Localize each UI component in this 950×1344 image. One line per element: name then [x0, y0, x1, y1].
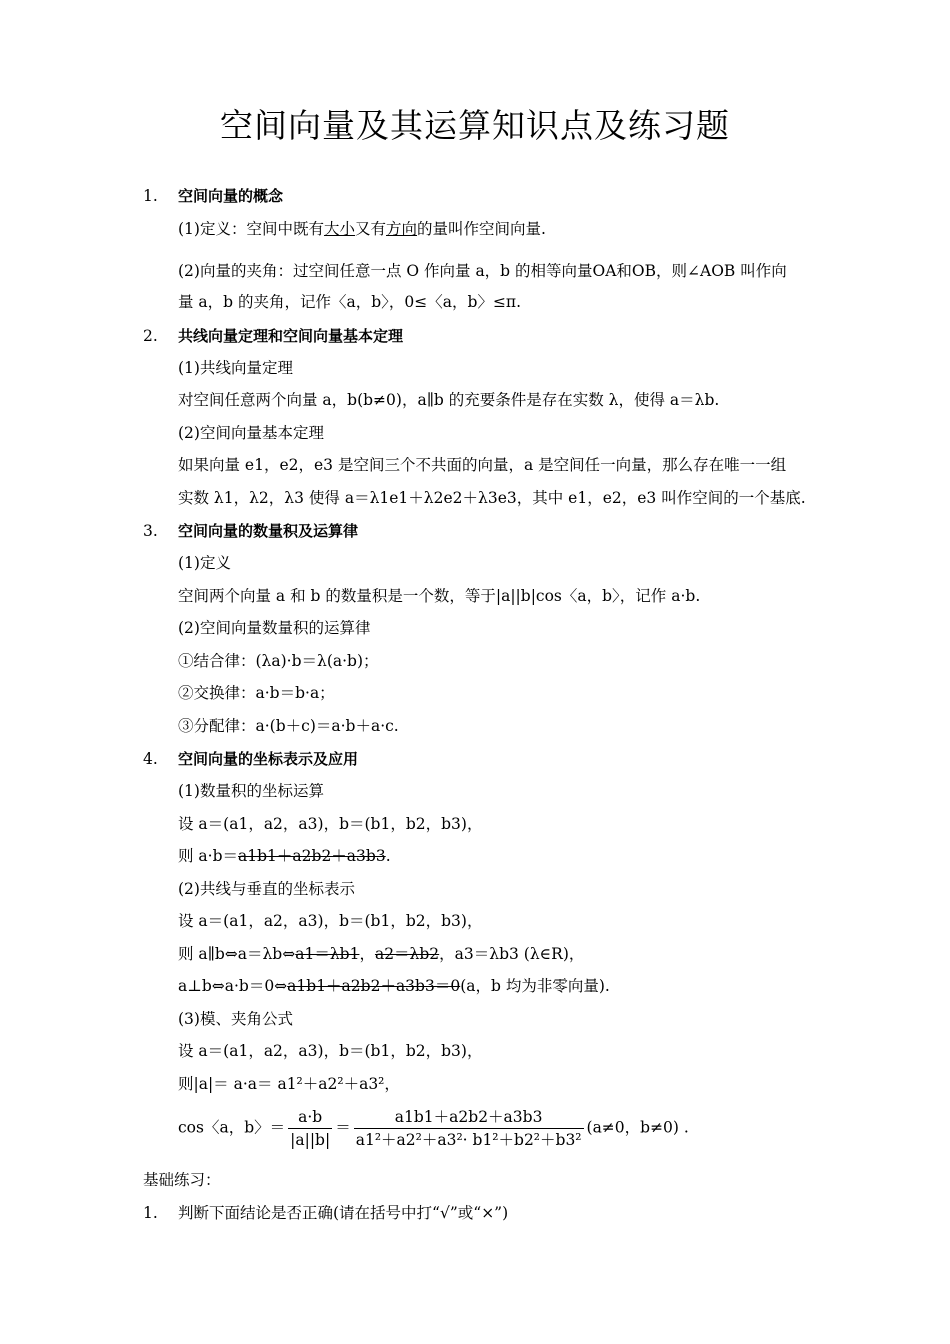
- text-line: 如果向量 e1，e2，e3 是空间三个不共面的向量，a 是空间任一向量，那么存在唯一一组: [178, 456, 787, 474]
- fraction: $\frac{a\cdot b}{|a||b|}$: [290, 1108, 331, 1149]
- angle-line-2: 量 a，b 的夹角，记作〈a，b〉，0≤〈a，b〉≤π.: [178, 293, 522, 311]
- subheading: (1)共线向量定理: [178, 359, 293, 377]
- text-line: 实数 λ1，λ2，λ3 使得 a＝λ1e1＋λ2e2＋λ3e3，其中 e1，e2，e3 叫作空间的一个基底.: [178, 489, 806, 507]
- parallel-line: 则 a∥b⇔a＝λb⇔a1＝λb1，a2＝λb2，a3＝λb3 (λ∈R)，: [178, 945, 585, 963]
- subheading: (2)空间向量数量积的运算律: [178, 619, 371, 637]
- practice-heading: 基础练习：: [143, 1171, 221, 1189]
- section-heading: 空间向量的坐标表示及应用: [178, 750, 359, 768]
- subheading: (1)定义: [178, 554, 231, 572]
- fraction: $\frac{a1b1+a2b2+a3b3}{\text{a1²＋a2²＋a3²· b1²＋b2²＋b3²}}$: [355, 1108, 582, 1149]
- law-line: ②交换律：a·b＝b·a；: [178, 684, 335, 702]
- modulus-line: 则|a|＝ a·a＝ a1²＋a2²＋a3²，: [178, 1075, 400, 1093]
- section-number: 3.: [143, 522, 158, 540]
- section-heading: 空间向量的概念: [178, 187, 284, 205]
- question-number: 1.: [143, 1204, 158, 1222]
- section-number: 2.: [143, 327, 158, 345]
- section-heading: 空间向量的数量积及运算律: [178, 522, 359, 540]
- subheading: (1)数量积的坐标运算: [178, 782, 324, 800]
- subheading: (3)模、夹角公式: [178, 1010, 293, 1028]
- page-title: 空间向量及其运算知识点及练习题: [220, 106, 730, 145]
- section-number: 1.: [143, 187, 158, 205]
- section-heading: 共线向量定理和空间向量基本定理: [178, 327, 404, 345]
- answer-blank: a1b1＋a2b2＋a3b3＝0: [287, 977, 461, 995]
- perpendicular-line: a⊥b⇔a·b＝0⇔a1b1＋a2b2＋a3b3＝0(a，b 均为非零向量).: [178, 977, 610, 995]
- subheading: (2)空间向量基本定理: [178, 424, 324, 442]
- law-line: ③分配律：a·(b＋c)＝a·b＋a·c.: [178, 717, 399, 735]
- question-text: 判断下面结论是否正确(请在括号中打“√”或“×”): [178, 1204, 509, 1222]
- text-line: 设 a＝(a1，a2，a3)，b＝(b1，b2，b3)，: [178, 815, 483, 833]
- answer-blank: a2＝λb2: [374, 945, 440, 963]
- angle-line-1: (2)向量的夹角：过空间任意一点 O 作向量 a，b 的相等向量OA和OB，则∠AOB 叫作向: [178, 262, 787, 280]
- answer-blank: a1＝λb1: [295, 945, 360, 963]
- definition-line: (1)定义：空间中既有大小又有方向的量叫作空间向量.: [178, 220, 546, 238]
- text-line: 设 a＝(a1，a2，a3)，b＝(b1，b2，b3)，: [178, 912, 483, 930]
- dot-product-line: 则 a·b＝a1b1＋a2b2＋a3b3.: [178, 847, 391, 865]
- answer-blank: 方向: [386, 220, 418, 238]
- law-line: ①结合律：(λa)·b＝λ(a·b)；: [178, 652, 379, 670]
- subheading: (2)共线与垂直的坐标表示: [178, 880, 355, 898]
- answer-blank: 大小: [323, 220, 355, 238]
- cosine-formula: cos〈a，b〉＝ $\frac{a\cdot b}{|a||b|}$ ＝ $\frac{a1b1+a2b2+a3b3}{\text{a1²＋a2²＋a3²· b1²＋b2²＋b3²}}$ (a≠0，b≠0) .: [178, 1108, 689, 1149]
- section-number: 4.: [143, 750, 158, 768]
- answer-blank: a1b1＋a2b2＋a3b3: [238, 847, 386, 865]
- text-line: 设 a＝(a1，a2，a3)，b＝(b1，b2，b3)，: [178, 1042, 483, 1060]
- text-line: 空间两个向量 a 和 b 的数量积是一个数，等于|a||b|cos〈a，b〉，记作 a·b.: [178, 587, 701, 605]
- text-line: 对空间任意两个向量 a，b(b≠0)，a∥b 的充要条件是存在实数 λ，使得 a＝λb.: [178, 391, 720, 409]
